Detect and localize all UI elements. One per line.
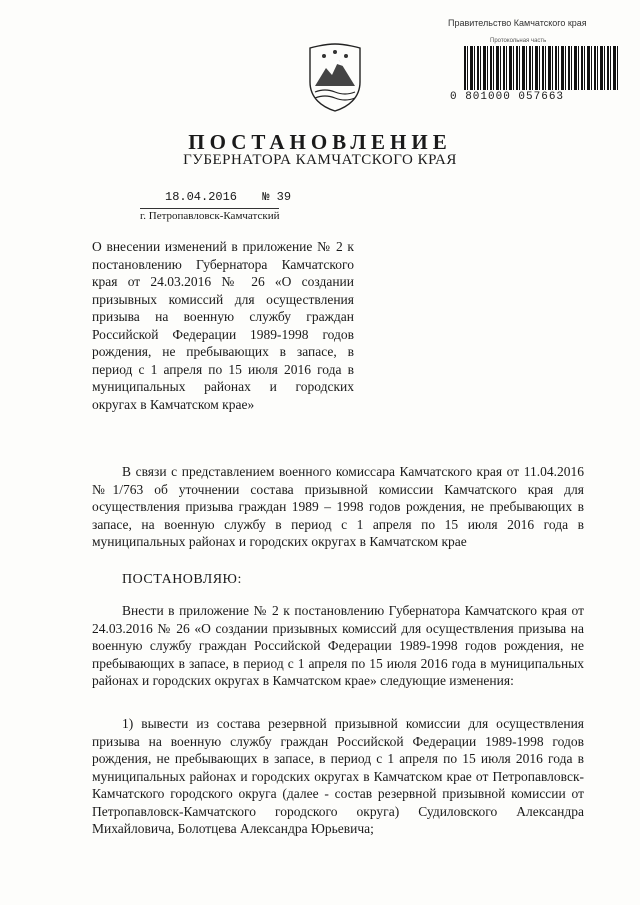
date-number-line (165, 190, 291, 204)
document-date: 18.04.2016 (165, 190, 238, 204)
document-number: № 39 (262, 190, 292, 204)
barcode-number: 0 801000 057663 (450, 91, 565, 103)
order-word: ПОСТАНОВЛЯЮ: (122, 572, 242, 587)
document-subtitle: ГУБЕРНАТОРА КАМЧАТСКОГО КРАЯ (183, 152, 457, 168)
kamchatka-coat-of-arms-icon (306, 42, 364, 112)
barcode (464, 46, 618, 90)
document-heading: О внесении изменений в приложение № 2 к постановлению Губернатора Камчатского края от 24.03.2016 № 26 «О создании призывных комиссий для осуществления призыва на военную службу граждан Российской Федерации 1989-1998 годов рождения, не пребывающих в запасе, в период с 1 апреля по 15 июля 2016 года в муниципальных районах и городских округах в Камчатском крае» (92, 239, 354, 412)
document-title: ПОСТАНОВЛЕНИЕ (188, 130, 452, 154)
stamp-organization: Правительство Камчатского края (448, 18, 587, 28)
preamble-paragraph: В связи с представлением военного комиссара Камчатского края от 11.04.2016 №1/763 об уточнении состава призывной комиссии Камчатского края для осуществления призыва граждан 1989 – 1998 годов рождения, не пребывающих в запасе, на военную службу в период с 1 апреля по 15 июля 2016 года в муниципальных районах и городских округах в Камчатском крае (92, 464, 584, 549)
document-place: г. Петропавловск-Камчатский (140, 210, 280, 222)
stamp-subtext: Протокольная часть (490, 38, 547, 44)
item-1-paragraph: 1) вывести из состава резервной призывной комиссии для осуществления призыва на военную службу граждан Российской Федерации 1989-1998 годов рождения, не пребывающих в запасе, в период с 1 апреля по 15 июля 2016 года в муниципальных районах и городских округах в Камчатском крае от Петропавловск-Камчатского городского округа (далее - состав резервной призывной комиссии от Петропавловск-Камчатского городского округа) Судиловского Александра Михайловича, Болотцева Александра Юрьевича; (92, 716, 584, 836)
registration-stamp (448, 18, 626, 103)
main-paragraph: Внести в приложение № 2 к постановлению Губернатора Камчатского края от 24.03.2016 № 26 «О создании призывных комиссий для осуществления призыва на военную службу граждан Российской Федерации 1989-1998 годов рождения, не пребывающих в запасе, в период с 1 апреля по 15 июля 2016 года в муниципальных районах и городских округах в Камчатском крае» следующие изменения: (92, 603, 584, 688)
